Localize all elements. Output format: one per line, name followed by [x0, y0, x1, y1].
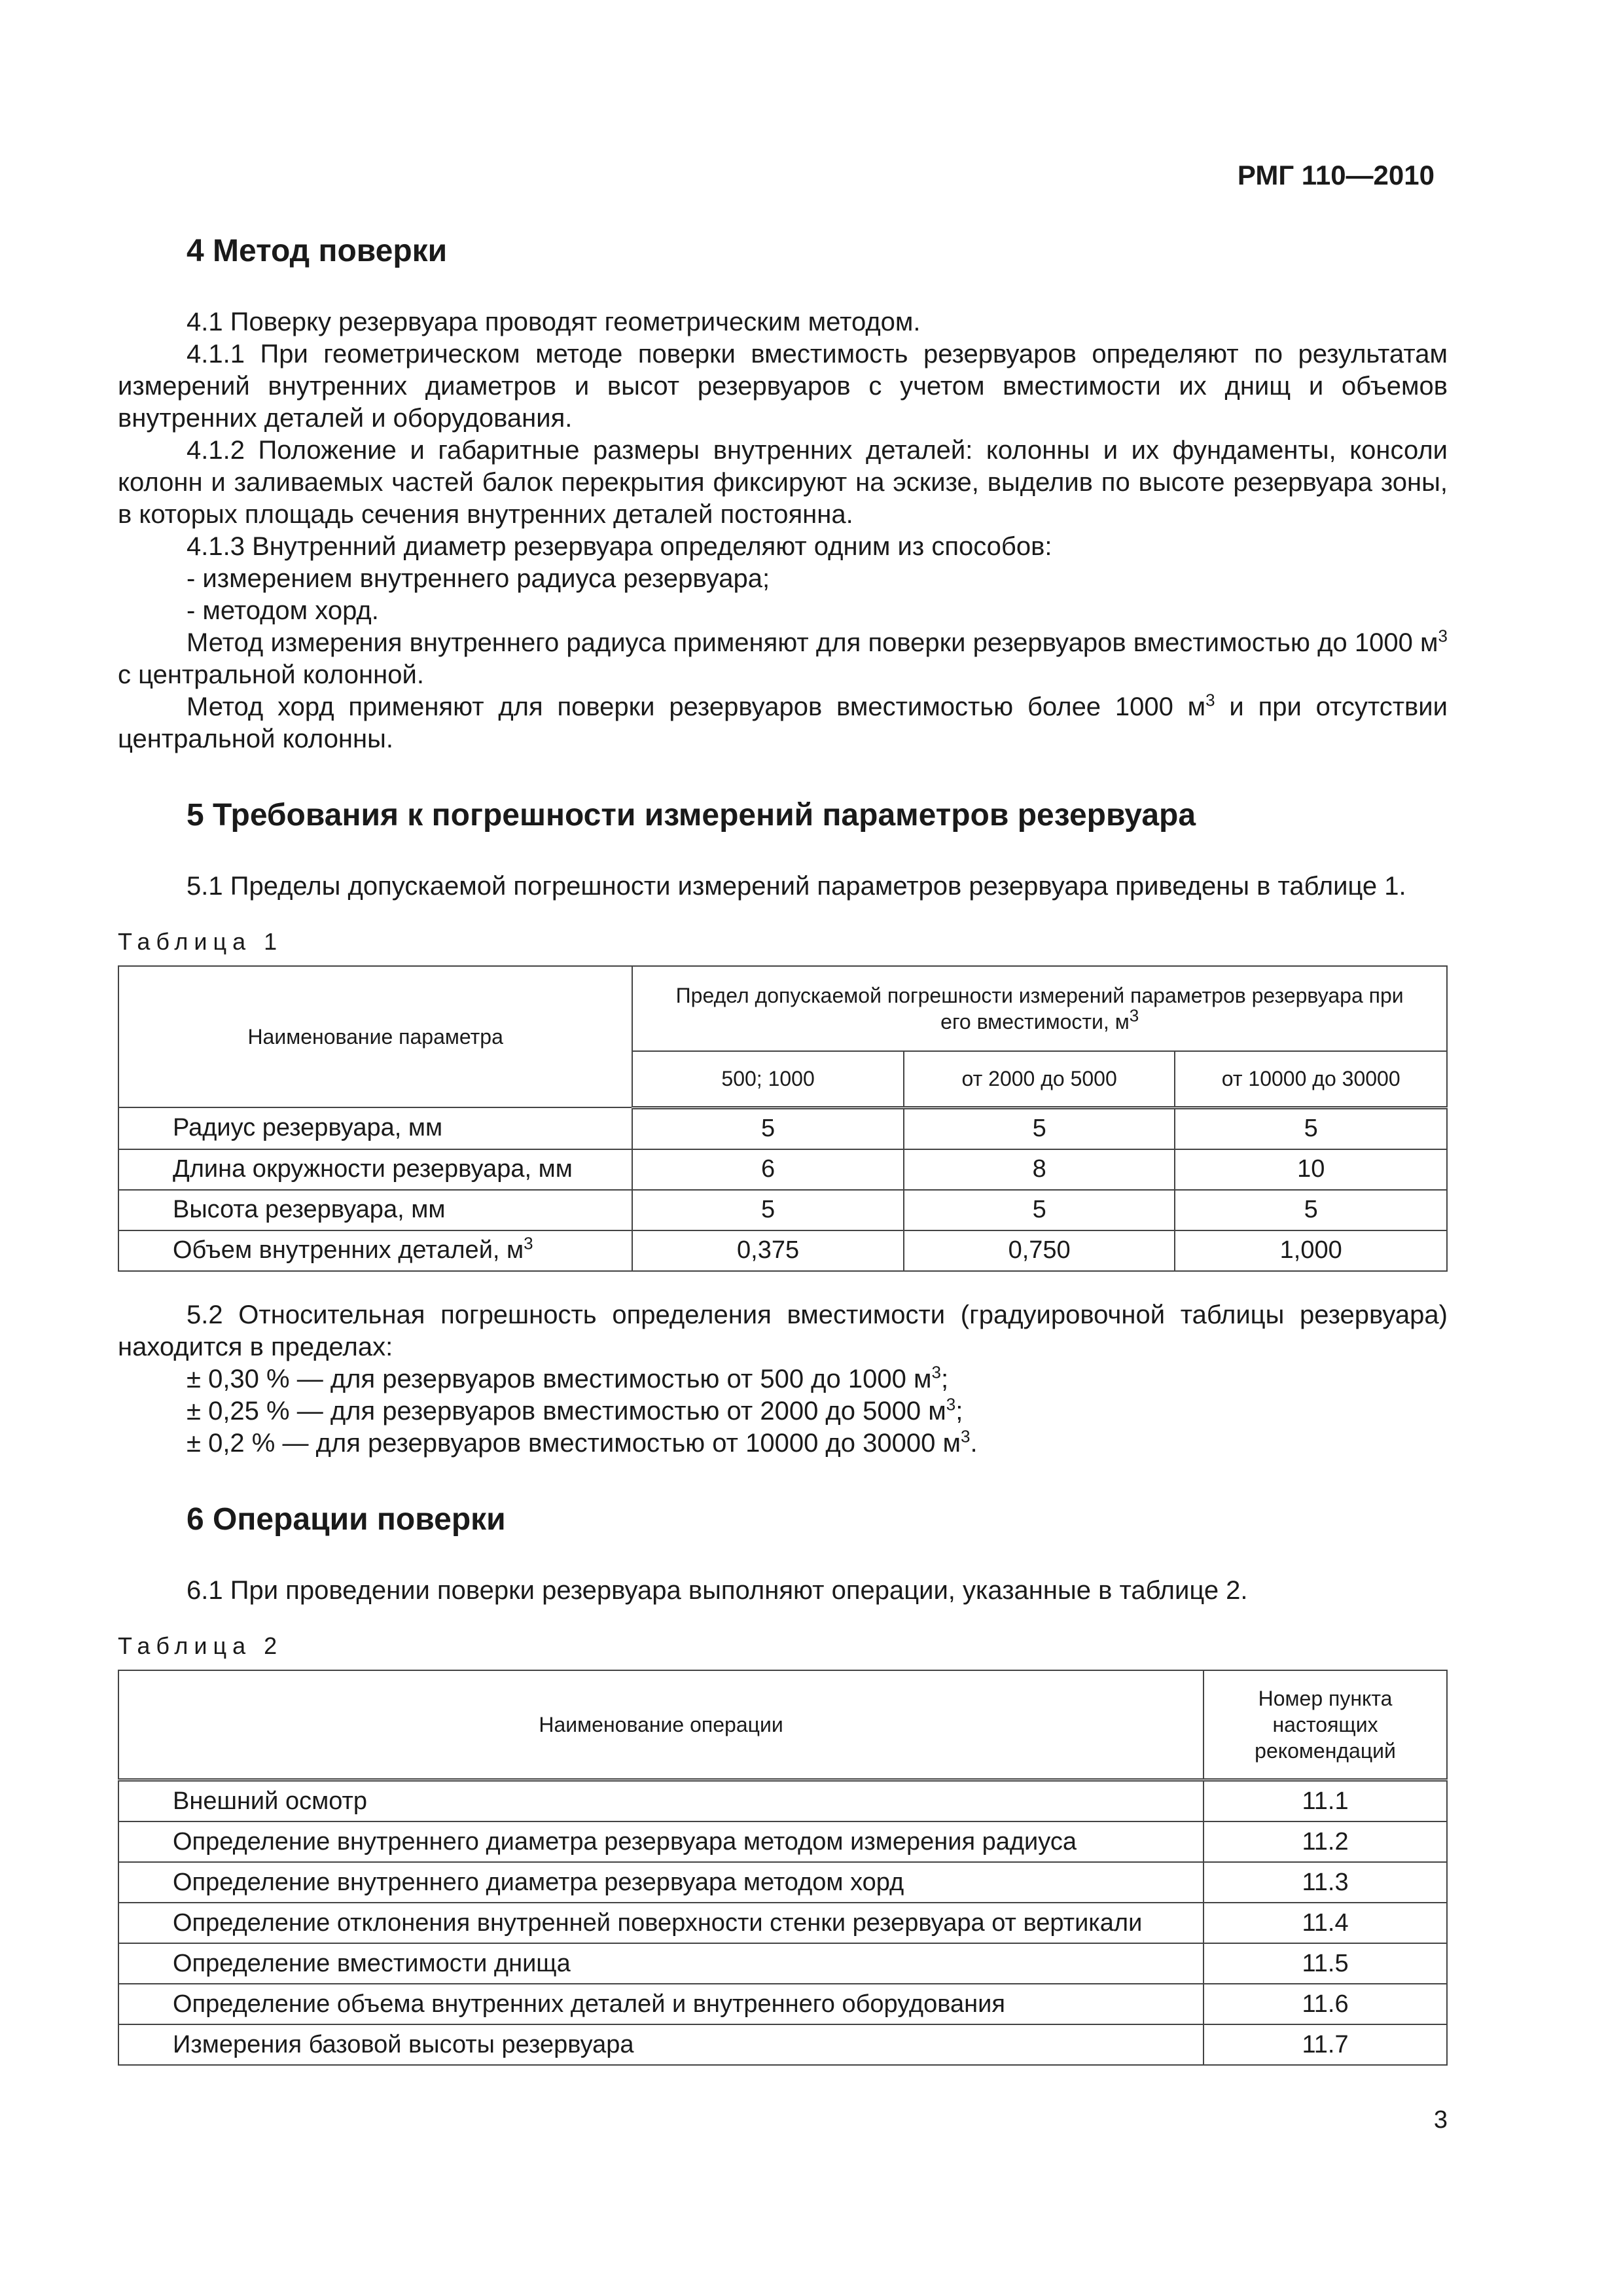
superscript: 3 [1205, 690, 1215, 710]
document-body [118, 229, 1448, 2066]
section-5-title: 5 Требования к погрешности измерений параметров резервуара [187, 798, 1196, 833]
paragraph-4-1-1: 4.1.1 При геометрическом методе поверки вместимость резервуаров определяют по результатам измерений внутренних диаметров и высот резервуаров с учетом вместимости их днищ и объемов внутренних деталей и оборудования. [118, 340, 1448, 433]
table-2 [118, 1670, 1448, 2066]
table-row: Высота резервуара, мм 5 5 5 [118, 1190, 1447, 1230]
table-row: Определение отклонения внутренней поверхности стенки резервуара от вертикали 11.4 [118, 1903, 1447, 1943]
tolerance-line: ± 0,2 % — для резервуаров вместимостью от 10000 до 30000 $м^3$. [187, 1426, 978, 1458]
table-row: Радиус резервуара, мм 5 5 5 [118, 1107, 1447, 1149]
tolerance-line: ± 0,25 % — для резервуаров вместимостью от 2000 до 5000 $м^3$; [187, 1394, 963, 1426]
superscript: 3 [1438, 626, 1448, 646]
table-row: Длина окружности резервуара, мм 6 8 10 [118, 1149, 1447, 1190]
tolerance-line: ± 0,30 % — для резервуаров вместимостью от 500 до 1000 $м^3$; [187, 1362, 949, 1393]
paragraph-5-1: 5.1 Пределы допускаемой погрешности измерений параметров резервуара приведены в таблице 1. [187, 872, 1406, 901]
document-code: РМГ 110—2010 [1237, 160, 1435, 190]
table-row: Определение внутреннего диаметра резервуара методом хорд 11.3 [118, 1862, 1447, 1903]
table-1-header-parameter: Наименование параметра [118, 966, 632, 1107]
paragraph-4-1: 4.1 Поверку резервуара проводят геометрическим методом. [187, 308, 921, 336]
table-1-subheader: 500; 1000 [632, 1051, 904, 1107]
table-row: Определение вместимости днища 11.5 [118, 1943, 1447, 1984]
paragraph-chord-method: Метод хорд применяют для поверки резервуаров вместимостью более 1000 $м^3$ и при отсутствии центральной колонны. [118, 690, 1448, 753]
paragraph-6-1: 6.1 При проведении поверки резервуара выполняют операции, указанные в таблице 2. [187, 1575, 1248, 1605]
table-1 [118, 965, 1448, 1272]
page-number: 3 [1433, 2106, 1448, 2134]
table-row: Определение объема внутренних деталей и внутреннего оборудования 11.6 [118, 1984, 1447, 2024]
list-item-radius: - измерением внутреннего радиуса резервуара; [187, 564, 770, 593]
section-6-title: 6 Операции поверки [187, 1501, 506, 1537]
table-1-subheader: от 10000 до 30000 [1175, 1051, 1447, 1107]
table-1-header-group: Предел допускаемой погрешности измерений параметров резервуара при его вместимости, $м^3$ [632, 966, 1447, 1051]
table-2-header-operation: Наименование операции [118, 1670, 1204, 1780]
list-item-chords: - методом хорд. [187, 596, 379, 625]
paragraph-4-1-3: 4.1.3 Внутренний диаметр резервуара определяют одним из способов: [187, 532, 1052, 561]
paragraph-5-2: 5.2 Относительная погрешность определения вместимости (градуировочной таблицы резервуара) находится в пределах: [118, 1300, 1448, 1361]
table-2-header-clause: Номер пункта настоящих рекомендаций [1204, 1670, 1447, 1780]
table-2-caption: Таблица 2 [118, 1632, 283, 1659]
table-1-subheader: от 2000 до 5000 [904, 1051, 1175, 1107]
table-row: Определение внутреннего диаметра резервуара методом измерения радиуса 11.2 [118, 1821, 1447, 1862]
paragraph-4-1-2: 4.1.2 Положение и габаритные размеры внутренних деталей: колонны и их фундаменты, консоли колонн и заливаемых частей балок перекрытия фиксируют на эскизе, выделив по высоте резервуара зоны, в которых площадь сечения внутренних деталей постоянна. [118, 436, 1448, 529]
table-1-caption: Таблица 1 [118, 928, 283, 955]
table-row: Измерения базовой высоты резервуара 11.7 [118, 2024, 1447, 2065]
table-row: Внешний осмотр 11.1 [118, 1780, 1447, 1822]
paragraph-radius-method: Метод измерения внутреннего радиуса применяют для поверки резервуаров вместимостью до 1000 $м^3$ с центральной колонной. [118, 626, 1448, 689]
table-row: Объем внутренних деталей, $м^3$ 0,375 0,750 1,000 [118, 1230, 1447, 1271]
section-4-title: 4 Метод поверки [187, 234, 448, 268]
